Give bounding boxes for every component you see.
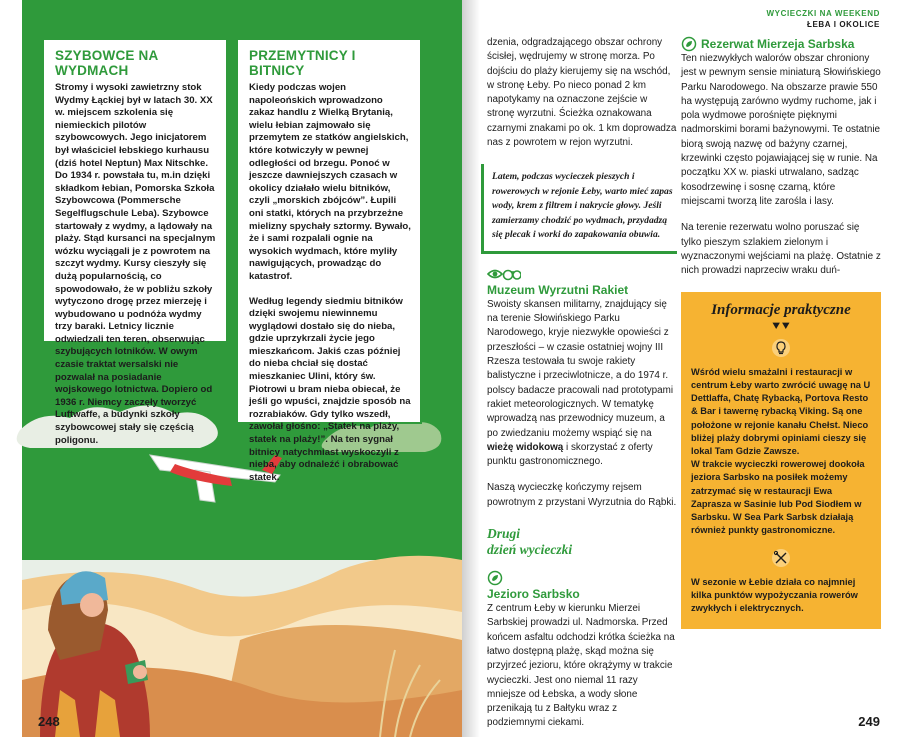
box-text: Według legendy siedmiu bitników dzięki swojemu niewinnemu wyglądowi dostało się do nieba, gdzie uprzykrzali życie jego mieszkańcom. Jakiś czas później do nieba chciał się dostać mieszkaniec Ulini, który św. Piotrowi u bram nieba obiecał, że jeśli go wpuści, znajdzie sposób na rozrabiaków. Gdy tylko wszedł, zawołał głośno: „Statek na plaży, statek na plaży!”. Na ten sygnał bitnicy natychmiast wyskoczyli z nieba, aby odnaleźć i obrabować statek. (249, 295, 411, 483)
eye-binoculars-icon (487, 266, 521, 282)
section-title-reserve: Rezerwat Mierzeja Sarbska (701, 37, 855, 51)
section-title-lake: Jezioro Sarbsko (487, 587, 580, 602)
leaf-badge-icon (487, 570, 503, 586)
info-text: W sezonie w Łebie działa co najmniej kilka punktów wypożyczania rowerów zwykłych i elektrycznych. (691, 576, 858, 614)
box-text: Stromy i wysoki zawietrzny stok Wydmy Łąckiej był w latach 30. XX w. miejscem szkolenia się niemieckich pilotów szybowcowych. Jego inicjatorem był właściciel łebskiego kurhausu (dziś hotel Neptun) Max Nitschke. Do 1934 r. powstała tu, m.in dzięki składkom łebian, Pomorska Szkoła Szybowcowa (Pommersche Segelflugschule Leba). Szybowce startowały z wydmy, a lądowały na plaży. Stąd kursanci na specjalnym wózku wyciągali je z powrotem na szczyt wydmy. Kursy cieszyły się dużą popularnością, co spowodowało, że w pobliżu szkoły wytyczono drogę przez mierzeję i wybudowano u podnóża wydmy trzy baraki. Letnicy licznie odwiedzali ten teren, obserwując szybujących lotników. W owym czasie traktat wersalski nie pozwalał na posiadanie wojskowego lotnictwa. Dopiero od 1936 r. Niemcy zaczęły tworzyć Luftwaffe, a budynki szkoły szybowcowej stały się częścią poligonu. (55, 82, 216, 446)
text-column-right (681, 36, 881, 629)
day-heading (487, 526, 677, 558)
running-head-chapter: ŁEBA I OKOLICE (807, 20, 880, 29)
chevron-down-icon: ⯆⯆ (771, 318, 791, 333)
section-heading (487, 570, 677, 586)
tip-note: Latem, podczas wycieczek pieszych i rowerowych w rejonie Łeby, warto mieć zapas wody, krem z filtrem i nakrycie głowy. Jeśli zamierzamy chodzić po wydmach, przydadzą się plecak i worki do zapakowania obuwia. (481, 164, 677, 254)
bold-text: wieżę widokową (487, 441, 564, 453)
text-run: Swoisty skansen militarny, znajdujący się na terenie Słowińskiego Parku Narodowego, kryje niezwykłe opowieści z przeszłości – w czasie ostatniej wojny III Rzesza testowała tu swoje rakiety balistyczne i przeciwlotnicze, a do 1974 r. polscy badacze pracowali nad prototypami rakiet meteorologicznych. W tematykę wprowadzą nas przewodnicy muzeum, a po zwiedzaniu możemy wspiąć się na (487, 298, 674, 439)
body-text: Z centrum Łeby w kierunku Mierzei Sarbskiej prowadzi ul. Nadmorska. Przed końcem asfaltu odchodzi krótka ścieżka na łatwo dostępną plażę, skąd można się przyjrzeć jezioru, które okrążymy w trakcie wycieczki. Jest ono niemal 11 razy mniejsze od Łebska, a wody słone przenikają tu z Bałtyku wraz z podziemnymi ciekami. (487, 603, 675, 729)
day-heading-line: dzień wycieczki (487, 542, 573, 558)
info-text: Wśród wielu smażalni i restauracji w centrum Łeby warto zwrócić uwagę na U Dettlaffa, Chatę Rybacką, Portova Resto & Bar i tawernę rybacką Viking. Są one położone w rejonie kanału Chełst. Nieco bliżej plaży dobrymi opiniami cieszy się lokal Tam Gdzie Zawsze. (691, 366, 871, 457)
body-text: Ten niezwykłych walorów obszar chroniony jest w pewnym sensie miniaturą Słowińskiego Parku Narodowego. Na obszarze prawie 550 ha występują zarówno wydmy ruchome, jak i pola wydmowe porośnięte pięknymi nadmorskimi borami bażynowymi. Te ostatnie biorą swoją nazwę od bażyny czarnej, krzewinki często pojawiającej się w runie. Na początku XX w. piaski utrwalano, sadząc kosodrzewinę i sosnę czarną, które miejscami tworzą lite zarośla i lasy. (681, 53, 881, 207)
bicycle-tools-icon (691, 548, 871, 572)
page-gutter (462, 0, 480, 737)
info-box-title: Informacje praktyczne (711, 302, 851, 319)
practical-info-box (681, 292, 881, 629)
section-heading (487, 266, 677, 282)
box-title: PRZEMYTNICY I BITNICY (249, 48, 356, 78)
text-column-left (487, 36, 677, 731)
lightbulb-icon (691, 338, 871, 362)
leaf-badge-icon (681, 36, 697, 52)
box-text: Kiedy podczas wojen napoleońskich wprowadzono zakaz handlu z Wielką Brytanią, wielu łebian zajmowało się przemytem ze statków angielskich, które kotwiczyły w pewnej odległości od brzegu. Ponoć w jeszcze dawniejszych czasach w okolicy działało wielu bitników, czyli „morskich zbójców”. Łupili oni statki, których na przybrzeżne mielizny spychały sztormy. Bywało, że i sami rozpalali ognie na wysokich wydmach, które myliły nawigujących, prowadząc do katastrof. (249, 82, 411, 282)
page-number: 248 (38, 714, 60, 729)
right-page (462, 0, 900, 737)
info-text: W trakcie wycieczki rowerowej dookoła jeziora Sarbsko na posiłek możemy zatrzymać się w restauracji Ewa Zaprasza w Sasinie lub Pod Siodłem w Sarbsku. W Sea Park Sarbsk działają również punkty gastronomiczne. (691, 459, 865, 536)
section-heading (681, 36, 881, 52)
body-text: Naszą wycieczkę kończymy rejsem powrotnym z przystani Wyrzutnia do Rąbki. (487, 482, 677, 508)
running-head-section: WYCIECZKI NA WEEKEND (766, 9, 880, 18)
running-head (767, 8, 880, 30)
gliders-sidebar-box (42, 38, 228, 446)
day-heading-line: Drugi (487, 526, 521, 542)
body-text: dzenia, odgradzającego obszar ochrony ścisłej, wędrujemy w stronę morza. Po dojściu do plaży kierujemy się na wschód, w stronę Łeby. Po nieco ponad 2 km napotykamy na oznaczone zejście w stronę wyrzutni. Ścieżka oznakowana czarnymi znakami po ok. 1 km doprowadza nas z powrotem w rejon wyrzutni. (487, 37, 677, 149)
body-text (487, 298, 677, 470)
smugglers-sidebar-box (236, 38, 422, 483)
text-run: i skorzystać z oferty punktu gastronomicznego. (487, 441, 653, 468)
section-title-museum: Muzeum Wyrzutni Rakiet (487, 282, 629, 297)
page-number: 249 (858, 714, 880, 729)
box-title: SZYBOWCE NA WYDMACH (55, 48, 158, 78)
body-text: Na terenie rezerwatu wolno poruszać się tylko pieszym szlakiem zielonym i wyznaczonymi wejściami na plażę. Ostatnie z nich prowadzi naprzeciw wraku duń- (681, 222, 881, 277)
